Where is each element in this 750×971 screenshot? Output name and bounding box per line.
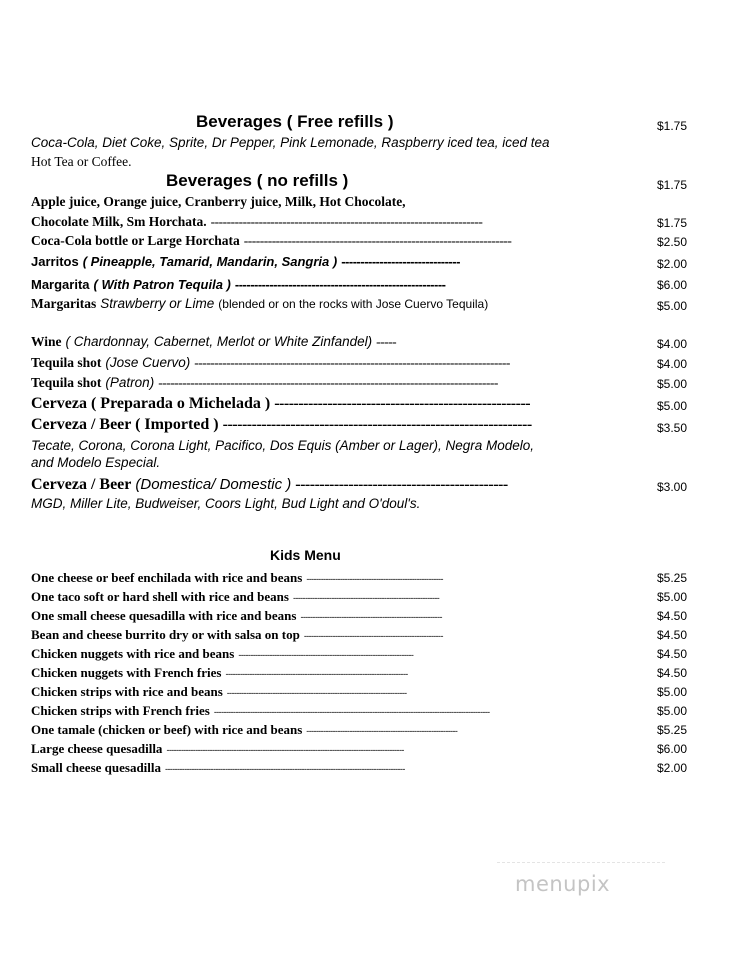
- item-label: One small cheese quesadilla with rice and beans: [31, 608, 297, 623]
- item-price: $4.50: [657, 666, 688, 680]
- dot-leader: ----------------------------------------------------------------------------------------------------: [165, 764, 405, 774]
- item-label: Margaritas: [31, 296, 97, 311]
- imported-beer-list-2: and Modelo Especial.: [31, 455, 161, 470]
- menu-item: [31, 232, 511, 250]
- jarritos-item: [31, 253, 460, 271]
- item-price: $6.00: [657, 278, 688, 292]
- cerveza-preparada-item: [31, 395, 530, 413]
- item-label: Large cheese quesadilla: [31, 741, 163, 756]
- dot-leader: -------------------------------------------------------------------------------------: [158, 375, 498, 390]
- item-label: Tequila shot: [31, 375, 102, 390]
- item-price: $5.00: [657, 399, 688, 413]
- kids-item: [31, 588, 439, 606]
- item-price: $4.50: [657, 647, 688, 661]
- kids-item: [31, 569, 443, 587]
- item-price: $5.25: [657, 571, 688, 585]
- beverages-free-price: $1.75: [657, 119, 688, 133]
- item-label: One cheese or beef enchilada with rice and beans: [31, 570, 303, 585]
- item-label: Chicken strips with French fries: [31, 703, 210, 718]
- item-label: Chicken nuggets with French fries: [31, 665, 222, 680]
- item-detail: ( Chardonnay, Cabernet, Merlot or White Zinfandel): [65, 334, 373, 349]
- dot-leader: --------------------------------------------: [295, 476, 508, 493]
- beverages-free-title: Beverages ( Free refills ): [196, 112, 394, 131]
- beverages-no-refills-title: Beverages ( no refills ): [166, 171, 349, 190]
- item-price: $5.25: [657, 723, 688, 737]
- item-note: (blended or on the rocks with Jose Cuervo Tequila): [218, 297, 489, 311]
- margarita-item: [31, 276, 445, 294]
- item-price: $4.00: [657, 337, 688, 351]
- domestic-beer-list: MGD, Miller Lite, Budweiser, Coors Light, Bud Light and O'doul's.: [31, 496, 421, 511]
- kids-item: [31, 607, 442, 625]
- dot-leader: ---------------------------------------------------------------: [306, 726, 458, 736]
- dot-leader: -----: [376, 334, 397, 349]
- dot-leader: -------------------------------------------------------: [234, 277, 446, 292]
- item-price: $4.50: [657, 609, 688, 623]
- dot-leader: --------------------------------------------------------------------: [210, 214, 483, 229]
- dot-leader: -------------------------------------------------------------: [292, 593, 440, 603]
- cerveza-domestic-item: [31, 476, 508, 494]
- item-price: $5.00: [657, 590, 688, 604]
- item-detail: (Jose Cuervo): [105, 355, 191, 370]
- kids-item: [31, 702, 490, 720]
- dot-leader: -----------------------------------------------------: [274, 395, 531, 412]
- item-label: Coca-Cola bottle or Large Horchata: [31, 233, 240, 248]
- dot-leader: ---------------------------------------------------------------------------: [226, 688, 407, 698]
- beverages-no-refills-price: $1.75: [657, 178, 688, 192]
- tequila-patron-item: [31, 374, 498, 392]
- dot-leader: ---------------------------------------------------------: [306, 574, 443, 584]
- item-label: Chicken nuggets with rice and beans: [31, 646, 235, 661]
- margaritas-item: [31, 295, 488, 313]
- item-price: $5.00: [657, 685, 688, 699]
- imported-beer-list: Tecate, Corona, Corona Light, Pacifico, Dos Equis (Amber or Lager), Negra Modelo,: [31, 438, 535, 453]
- item-label: Margarita: [31, 277, 90, 292]
- item-price: $2.00: [657, 761, 688, 775]
- wine-item: [31, 333, 396, 351]
- beverages-free-desc: Coca-Cola, Diet Coke, Sprite, Dr Pepper, Pink Lemonade, Raspberry iced tea, iced tea: [31, 135, 550, 150]
- menu-item: [31, 213, 482, 231]
- kids-item: [31, 683, 407, 701]
- item-price: $1.75: [657, 216, 688, 230]
- item-label: Chicken strips with rice and beans: [31, 684, 223, 699]
- dot-leader: ----------------------------------------------------------: [303, 631, 443, 641]
- kids-menu-title: Kids Menu: [270, 547, 341, 563]
- kids-item: [31, 664, 408, 682]
- item-price: $4.50: [657, 628, 688, 642]
- item-label: Chocolate Milk, Sm Horchata.: [31, 214, 207, 229]
- item-price: $3.00: [657, 480, 688, 494]
- item-label: Tequila shot: [31, 355, 102, 370]
- dot-leader: ---------------------------------------------------------------------------------------------------: [166, 745, 404, 755]
- kids-item: [31, 626, 443, 644]
- item-detail: (Domestica/ Domestic ): [135, 476, 292, 493]
- item-detail: (Patron): [105, 375, 155, 390]
- item-detail: ( With Patron Tequila ): [93, 277, 231, 292]
- item-price: $2.50: [657, 235, 688, 249]
- cerveza-imported-item: [31, 416, 532, 434]
- item-label: Wine: [31, 334, 62, 349]
- item-label: One tamale (chicken or beef) with rice and beans: [31, 722, 303, 737]
- item-label: Cerveza ( Preparada o Michelada ): [31, 395, 271, 412]
- item-label: Small cheese quesadilla: [31, 760, 162, 775]
- dot-leader: -------------------------------------------------------------------------------------------------------------------: [213, 707, 490, 717]
- item-price: $6.00: [657, 742, 688, 756]
- dot-leader: -----------------------------------------------------------: [300, 612, 442, 622]
- item-label: Bean and cheese burrito dry or with salsa on top: [31, 627, 300, 642]
- kids-item: [31, 645, 413, 663]
- kids-item: [31, 740, 404, 758]
- dot-leader: -------------------------------: [341, 254, 460, 269]
- item-price: $5.00: [657, 299, 688, 313]
- kids-item: [31, 759, 405, 777]
- menu-item: Apple juice, Orange juice, Cranberry juice, Milk, Hot Chocolate,: [31, 194, 406, 209]
- item-label: Cerveza / Beer ( Imported ): [31, 416, 219, 433]
- dot-leader: -------------------------------------------------------------------------------: [194, 355, 510, 370]
- watermark: menupix: [515, 872, 611, 896]
- item-price: $5.00: [657, 377, 688, 391]
- dot-leader: ----------------------------------------------------------------: [222, 416, 532, 433]
- dot-leader: -------------------------------------------------------------------------: [238, 650, 414, 660]
- dot-leader: ----------------------------------------------------------------------------: [225, 669, 408, 679]
- item-price: $5.00: [657, 704, 688, 718]
- kids-item: [31, 721, 457, 739]
- item-label: One taco soft or hard shell with rice and beans: [31, 589, 289, 604]
- item-detail: Strawberry or Lime: [100, 296, 215, 311]
- item-label: Cerveza / Beer: [31, 476, 132, 493]
- dot-leader: -------------------------------------------------------------------: [243, 233, 512, 248]
- tequila-cuervo-item: [31, 354, 510, 372]
- item-price: $4.00: [657, 357, 688, 371]
- item-label: Jarritos: [31, 254, 79, 269]
- item-detail: ( Pineapple, Tamarid, Mandarin, Sangria ): [82, 254, 338, 269]
- item-price: $2.00: [657, 257, 688, 271]
- beverages-free-desc-2: Hot Tea or Coffee.: [31, 154, 132, 169]
- watermark-rule: [497, 862, 665, 863]
- item-price: $3.50: [657, 421, 688, 435]
